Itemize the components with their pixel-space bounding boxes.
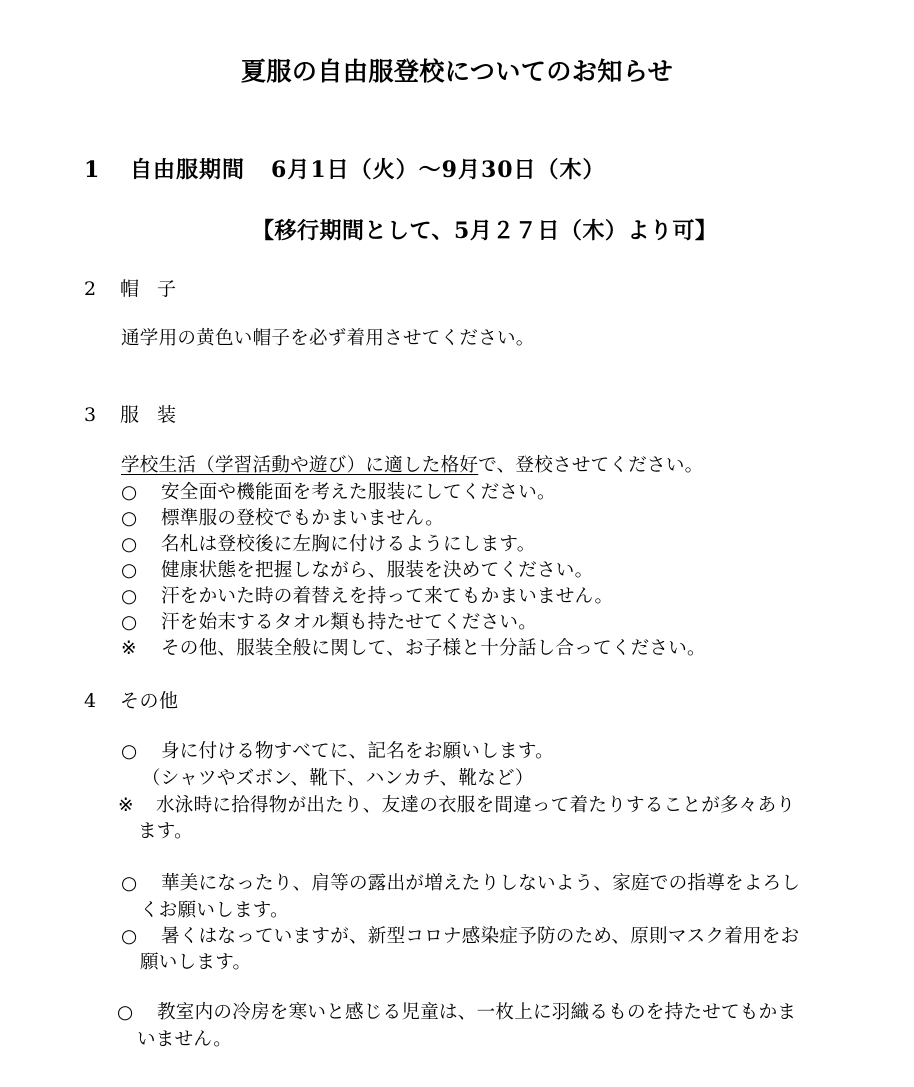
section-4-item-2-continued: くお願いします。 [140, 900, 289, 921]
reference-mark-icon: ※ [118, 795, 134, 816]
section-4-item-3 [121, 922, 799, 948]
circle-mark-icon: ○ [121, 873, 138, 894]
circle-mark-icon: ○ [117, 1002, 134, 1023]
transition-period: 【移行期間として、5月２７日（木）より可】 [252, 218, 718, 244]
list-item [121, 634, 706, 660]
section-2-text: 通学用の黄色い帽子を必ず着用させてください。 [121, 328, 535, 349]
section-4-title: その他 [120, 690, 179, 712]
section-4-item-4-continued: いません。 [137, 1029, 233, 1050]
section-1-period: 6月1日（火）～9月30日（木） [271, 157, 606, 183]
circle-mark-icon: ○ [121, 534, 138, 555]
section-4-heading [84, 686, 179, 713]
section-1-label: 自由服期間 [130, 157, 246, 183]
section-4-number: 4 [84, 690, 97, 712]
section-4-item-1 [121, 737, 554, 763]
section-4-note-continued: ます。 [138, 821, 193, 842]
list-item-text: 汗を始末するタオル類も持たせてください。 [161, 612, 538, 633]
list-item-text: 標準服の登校でもかまいません。 [161, 508, 445, 529]
circle-mark-icon: ○ [121, 560, 138, 581]
section-2-title: 帽子 [120, 278, 195, 300]
section-3-intro-rest: で、登校させてください。 [478, 455, 704, 476]
section-3-intro-underlined: 学校生活（学習活動や遊び）に適した格好 [121, 455, 479, 476]
list-item-text: 健康状態を把握しながら、服装を決めてください。 [161, 560, 594, 581]
section-4-item-2 [121, 869, 800, 895]
list-item-text: 身に付ける物すべてに、記名をお願いします。 [161, 741, 554, 762]
circle-mark-icon: ○ [121, 741, 138, 762]
section-3-title: 服装 [120, 404, 195, 426]
section-2-number: 2 [84, 278, 97, 300]
list-item-text: その他、服装全般に関して、お子様と十分話し合ってください。 [161, 638, 706, 659]
section-4-note [118, 791, 795, 817]
list-item [121, 504, 444, 530]
section-3-heading [84, 400, 194, 427]
section-2-heading [84, 274, 194, 301]
circle-mark-icon: ○ [121, 508, 138, 529]
circle-mark-icon: ○ [121, 586, 138, 607]
list-item-text: 名札は登校後に左胸に付けるようにします。 [161, 534, 536, 555]
section-1-number: 1 [84, 157, 101, 183]
section-3-number: 3 [84, 404, 97, 426]
section-4-item-1-detail: （シャツやズボン、靴下、ハンカチ、靴など） [142, 768, 534, 789]
list-item-text: 水泳時に拾得物が出たり、友達の衣服を間違って着たりすることが多々あり [156, 795, 796, 816]
list-item-text: 華美になったり、肩等の露出が増えたりしないよう、家庭での指導をよろし [161, 873, 801, 894]
list-item [121, 478, 556, 504]
list-item-text: 教室内の冷房を寒いと感じる児童は、一枚上に羽織るものを持たせてもかま [157, 1002, 797, 1023]
section-4-item-4 [117, 998, 796, 1024]
circle-mark-icon: ○ [121, 482, 138, 503]
section-3-intro [121, 451, 703, 477]
list-item [121, 608, 537, 634]
circle-mark-icon: ○ [121, 926, 138, 947]
section-4-item-3-continued: 願いします。 [140, 952, 252, 973]
list-item [121, 582, 613, 608]
list-item [121, 530, 536, 556]
list-item-text: 汗をかいた時の着替えを持って来てもかまいません。 [161, 586, 614, 607]
reference-mark-icon: ※ [121, 638, 137, 659]
list-item-text: 安全面や機能面を考えた服装にしてください。 [161, 482, 556, 503]
page-title: 夏服の自由服登校についてのお知らせ [240, 57, 674, 86]
circle-mark-icon: ○ [121, 612, 138, 633]
list-item [121, 556, 593, 582]
section-1-heading [84, 153, 606, 184]
list-item-text: 暑くはなっていますが、新型コロナ感染症予防のため、原則マスク着用をお [161, 926, 800, 947]
